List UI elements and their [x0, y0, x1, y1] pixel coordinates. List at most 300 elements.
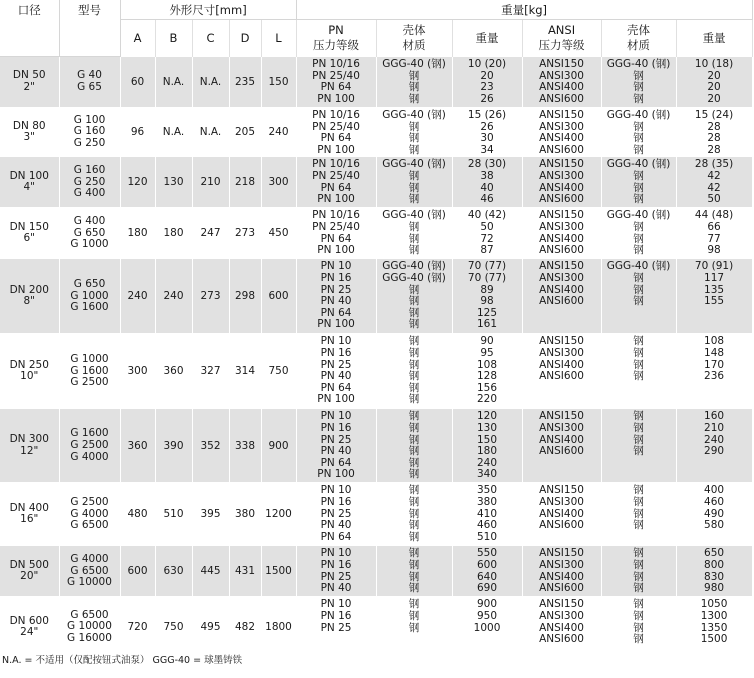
cell-size	[0, 597, 59, 657]
cell-pn-weight-line: 70 (77)	[467, 260, 507, 273]
cell-pn-material-line: 钢	[408, 456, 420, 469]
cell-pn-weight-line: 30	[480, 132, 494, 145]
cell-ansi-material-line: 钢	[633, 598, 644, 611]
cell-model-line: G 400	[73, 214, 106, 227]
cell-ansi-weight-line: 15 (24)	[694, 109, 734, 121]
cell-c: 395	[192, 483, 229, 546]
cell-pn-weight-line: 340	[477, 468, 498, 481]
cell-ansi-material-line: 钢	[633, 633, 644, 646]
cell-pn-weight-line: 95	[480, 346, 494, 359]
footnote: N.A. = 不适用（仅配按钮式油泵） GGG-40 = 球墨铸铁	[2, 655, 243, 666]
size-inch: 20"	[20, 570, 39, 583]
cell-pn-line: PN 40	[320, 519, 352, 532]
cell-pn-material-line: 钢	[408, 295, 420, 308]
cell-pn-line: PN 25/40	[312, 169, 360, 182]
cell-pn-weight-line: 550	[477, 547, 498, 560]
cell-b: 360	[155, 334, 192, 409]
cell-model-line: G 1000	[70, 289, 109, 302]
table-row	[0, 597, 752, 657]
cell-ansi-line: ANSI150	[539, 547, 584, 560]
cell-pn-material-line: 钢	[408, 558, 420, 571]
cell-ansi-line: ANSI150	[539, 109, 584, 121]
cell-pn-weight-line: 15 (26)	[467, 109, 507, 121]
cell-ansi-weight	[676, 334, 752, 409]
cell-pn-material-line: 钢	[408, 69, 420, 82]
cell-ansi-weight-line: 70 (91)	[694, 260, 734, 273]
size-inch: 16"	[20, 513, 39, 526]
cell-l: 1800	[261, 597, 296, 657]
size-dn: DN 200	[9, 283, 49, 296]
cell-b: 390	[155, 409, 192, 483]
cell-pn	[296, 108, 376, 157]
cell-pn	[296, 157, 376, 208]
cell-l: 600	[261, 259, 296, 334]
cell-ansi-line: ANSI150	[539, 58, 584, 70]
cell-ansi-material-line: 钢	[633, 335, 644, 348]
cell-ansi-weight	[676, 208, 752, 259]
cell-ansi-material-line: GGG-40 (钢)	[606, 158, 671, 171]
cell-ansi-weight-line: 50	[707, 193, 721, 206]
cell-pn-material-line: 钢	[408, 232, 420, 245]
cell-pn-material-line: 钢	[408, 132, 420, 145]
table-row	[0, 108, 752, 157]
cell-ansi-weight-line: 20	[707, 92, 721, 105]
cell-pn-material-line: 钢	[408, 421, 420, 434]
cell-pn-material-line: 钢	[408, 181, 420, 194]
cell-ansi-line: ANSI300	[539, 220, 584, 233]
cell-ansi-line: ANSI300	[539, 169, 584, 182]
cell-ansi-material-line: GGG-40 (钢)	[606, 260, 671, 273]
cell-ansi-weight-line: 980	[704, 582, 725, 595]
cell-pn-line: PN 16	[320, 495, 352, 508]
cell-pn	[296, 597, 376, 657]
cell-pn-material	[376, 259, 452, 334]
header-pn-material: 壳体 材质	[376, 20, 452, 57]
cell-ansi-line: ANSI400	[539, 232, 584, 245]
cell-pn-material	[376, 208, 452, 259]
size-inch: 4"	[23, 181, 35, 194]
cell-ansi-line: ANSI400	[539, 433, 584, 446]
cell-model-line: G 160	[73, 125, 106, 138]
cell-ansi-line: ANSI400	[539, 358, 584, 371]
cell-model-line: G 4000	[70, 507, 109, 520]
cell-pn-weight	[452, 483, 522, 546]
cell-pn-line: PN 100	[317, 244, 355, 257]
table-row	[0, 259, 752, 334]
cell-ansi-weight-line: 490	[704, 507, 725, 520]
cell-pn-weight-line: 900	[477, 598, 498, 611]
cell-c: 352	[192, 409, 229, 483]
cell-ansi-weight-line: 580	[704, 519, 725, 532]
cell-ansi-material	[601, 483, 676, 546]
cell-pn-line: PN 16	[320, 609, 352, 622]
cell-pn	[296, 57, 376, 108]
cell-ansi-line: ANSI600	[539, 370, 584, 383]
cell-pn-weight-line: 23	[480, 81, 494, 94]
cell-ansi-weight-line: 160	[704, 410, 725, 423]
cell-pn-weight	[452, 597, 522, 657]
cell-ansi-line: ANSI400	[539, 570, 584, 583]
cell-ansi-material-line: 钢	[633, 445, 644, 458]
cell-pn-weight-line: 34	[480, 143, 494, 156]
cell-pn-line: PN 25/40	[312, 120, 360, 133]
cell-pn-line: PN 10	[320, 260, 352, 273]
cell-ansi-material-line: 钢	[633, 181, 644, 194]
cell-ansi-material-line: 钢	[633, 547, 644, 560]
cell-pn-material	[376, 546, 452, 597]
cell-pn-material-line: 钢	[408, 507, 420, 520]
cell-pn-weight-line: 120	[477, 410, 498, 423]
cell-model-line: G 16000	[67, 631, 112, 644]
cell-ansi-weight-line: 1300	[700, 609, 728, 622]
cell-pn-material-line: 钢	[408, 283, 420, 296]
cell-ansi-line: ANSI150	[539, 410, 584, 423]
cell-pn-weight-line: 460	[477, 519, 498, 532]
cell-model	[59, 409, 120, 483]
cell-size	[0, 157, 59, 208]
cell-ansi-weight	[676, 108, 752, 157]
cell-ansi	[522, 57, 601, 108]
cell-pn-weight-line: 690	[477, 582, 498, 595]
cell-ansi-weight-line: 117	[704, 271, 725, 284]
cell-ansi-weight	[676, 259, 752, 334]
cell-a: 96	[120, 108, 155, 157]
cell-pn-weight-line: 128	[477, 370, 498, 383]
cell-ansi-material-line: 钢	[633, 132, 644, 145]
cell-pn-line: PN 16	[320, 271, 352, 284]
cell-d: 482	[229, 597, 261, 657]
cell-ansi-material-line: GGG-40 (钢)	[606, 209, 671, 222]
cell-model	[59, 259, 120, 334]
cell-c: 210	[192, 157, 229, 208]
cell-a: 480	[120, 483, 155, 546]
cell-ansi-line: ANSI600	[539, 582, 584, 595]
cell-pn-material-line: GGG-40 (钢)	[382, 158, 446, 171]
cell-ansi-material-line: 钢	[633, 193, 644, 206]
cell-c: 327	[192, 334, 229, 409]
cell-ansi	[522, 546, 601, 597]
cell-model-line: G 1600	[70, 427, 109, 440]
cell-model-line: G 10000	[67, 620, 112, 633]
cell-ansi-line: ANSI300	[539, 346, 584, 359]
cell-pn-material-line: 钢	[408, 120, 420, 133]
cell-pn-line: PN 100	[317, 92, 355, 105]
cell-ansi-material-line: 钢	[633, 358, 644, 371]
cell-d: 380	[229, 483, 261, 546]
cell-pn-weight-line: 950	[477, 609, 498, 622]
cell-pn-material-line: 钢	[408, 519, 420, 532]
cell-pn-line: PN 64	[320, 132, 352, 145]
cell-ansi-material-line: 钢	[633, 495, 644, 508]
cell-pn-weight-line: 98	[480, 295, 494, 308]
table-body	[0, 57, 752, 657]
cell-size	[0, 334, 59, 409]
cell-ansi-material-line: 钢	[633, 410, 644, 423]
cell-l: 240	[261, 108, 296, 157]
size-dn: DN 50	[12, 69, 46, 82]
cell-b: 130	[155, 157, 192, 208]
cell-ansi	[522, 208, 601, 259]
cell-pn-weight	[452, 546, 522, 597]
cell-pn-line: PN 25	[320, 283, 352, 296]
cell-pn-weight-line: 640	[477, 570, 498, 583]
cell-ansi-weight-line: 10 (18)	[694, 58, 734, 70]
cell-pn-material-line: 钢	[408, 495, 420, 508]
cell-pn-material-line: 钢	[408, 143, 420, 156]
cell-pn-line: PN 64	[320, 530, 352, 543]
cell-ansi-material	[601, 409, 676, 483]
cell-ansi-weight-line: 98	[707, 244, 721, 257]
cell-ansi-line: ANSI150	[539, 484, 584, 497]
cell-ansi-line: ANSI600	[539, 445, 584, 458]
header-b: B	[155, 20, 192, 57]
size-dn: DN 400	[9, 501, 49, 514]
cell-pn-material	[376, 57, 452, 108]
header-dimensions: 外形尺寸[mm]	[120, 0, 296, 20]
header-ansi-material: 壳体 材质	[601, 20, 676, 57]
cell-pn-weight-line: 220	[477, 393, 498, 406]
cell-pn-line: PN 25	[320, 621, 352, 634]
cell-ansi-weight-line: 155	[704, 295, 725, 308]
cell-ansi-line: ANSI600	[539, 244, 584, 257]
cell-pn-line: PN 100	[317, 393, 355, 406]
cell-pn-material-line: 钢	[408, 381, 420, 394]
cell-ansi-weight-line: 42	[707, 169, 721, 182]
cell-pn-weight-line: 510	[477, 530, 498, 543]
cell-ansi-weight	[676, 157, 752, 208]
cell-ansi-material-line: 钢	[633, 120, 644, 133]
cell-l: 150	[261, 57, 296, 108]
cell-ansi-material-line: 钢	[633, 582, 644, 595]
cell-ansi-material-line: 钢	[633, 283, 644, 296]
cell-ansi-material-line: 钢	[633, 570, 644, 583]
cell-ansi-weight-line: 460	[704, 495, 725, 508]
cell-ansi-line: ANSI150	[539, 209, 584, 222]
cell-ansi	[522, 108, 601, 157]
cell-ansi-weight-line: 42	[707, 181, 721, 194]
cell-pn-material-line: 钢	[408, 582, 420, 595]
cell-ansi-material-line: 钢	[633, 370, 644, 383]
cell-model-line: G 1000	[70, 352, 109, 365]
cell-ansi-weight-line: 28 (35)	[694, 158, 734, 171]
cell-ansi-material-line: 钢	[633, 143, 644, 156]
cell-model-line: G 1600	[70, 301, 109, 314]
cell-l: 750	[261, 334, 296, 409]
cell-model-line: G 650	[73, 277, 106, 290]
cell-ansi-weight-line: 148	[704, 346, 725, 359]
cell-ansi-material-line: 钢	[633, 169, 644, 182]
cell-pn-line: PN 64	[320, 81, 352, 94]
cell-ansi-weight-line: 28	[707, 143, 721, 156]
cell-model-line: G 4000	[70, 450, 109, 463]
cell-pn-weight	[452, 259, 522, 334]
cell-ansi-material-line: 钢	[633, 507, 644, 520]
cell-pn-line: PN 10/16	[312, 109, 360, 121]
cell-ansi	[522, 409, 601, 483]
cell-ansi-weight-line: 28	[707, 120, 721, 133]
cell-ansi-weight	[676, 546, 752, 597]
cell-model-line: G 1600	[70, 364, 109, 377]
cell-ansi-material-line: 钢	[633, 558, 644, 571]
cell-ansi-material	[601, 334, 676, 409]
cell-model-line: G 650	[73, 226, 106, 239]
cell-l: 1500	[261, 546, 296, 597]
header-ansi: ANSI 压力等级	[522, 20, 601, 57]
cell-ansi-line: ANSI300	[539, 271, 584, 284]
cell-pn-weight	[452, 108, 522, 157]
cell-pn-line: PN 25	[320, 570, 352, 583]
cell-pn-material-line: GGG-40 (钢)	[382, 260, 446, 273]
size-inch: 6"	[23, 232, 35, 245]
table-row	[0, 57, 752, 108]
cell-ansi-material-line: 钢	[633, 220, 644, 233]
cell-ansi-line: ANSI400	[539, 81, 584, 94]
cell-ansi-weight-line: 800	[704, 558, 725, 571]
cell-ansi-line: ANSI400	[539, 283, 584, 296]
cell-pn-line: PN 40	[320, 370, 352, 383]
cell-pn-line: PN 25	[320, 507, 352, 520]
size-inch: 12"	[20, 444, 39, 457]
cell-pn-material-line: 钢	[408, 92, 420, 105]
cell-pn-line: PN 64	[320, 381, 352, 394]
cell-pn-material-line: 钢	[408, 193, 420, 206]
cell-pn-material	[376, 483, 452, 546]
cell-d: 218	[229, 157, 261, 208]
cell-pn-material-line: 钢	[408, 445, 420, 458]
cell-ansi-material	[601, 259, 676, 334]
cell-ansi-line: ANSI400	[539, 507, 584, 520]
cell-pn-weight	[452, 334, 522, 409]
cell-ansi-material-line: 钢	[633, 69, 644, 82]
cell-pn-material-line: 钢	[408, 358, 420, 371]
cell-b: 180	[155, 208, 192, 259]
cell-ansi-material	[601, 157, 676, 208]
cell-model-line: G 160	[73, 163, 106, 176]
cell-model	[59, 57, 120, 108]
table-row	[0, 483, 752, 546]
cell-ansi-line: ANSI600	[539, 92, 584, 105]
cell-c: 495	[192, 597, 229, 657]
cell-model-line: G 250	[73, 175, 106, 188]
cell-ansi-line: ANSI150	[539, 260, 584, 273]
header-ansi-weight: 重量	[676, 20, 752, 57]
cell-pn-weight-line: 26	[480, 120, 494, 133]
cell-a: 720	[120, 597, 155, 657]
cell-ansi-material-line: 钢	[633, 244, 644, 257]
cell-model-line: G 2500	[70, 376, 109, 389]
header-a: A	[120, 20, 155, 57]
cell-model-line: G 40	[77, 69, 102, 82]
cell-ansi-material-line: 钢	[633, 519, 644, 532]
cell-pn-line: PN 40	[320, 295, 352, 308]
cell-pn-weight-line: 150	[477, 433, 498, 446]
cell-model-line: G 65	[77, 81, 102, 93]
cell-pn-material-line: 钢	[408, 484, 420, 497]
header-model: 型号	[59, 0, 120, 57]
cell-pn-line: PN 10	[320, 410, 352, 423]
cell-pn-line: PN 100	[317, 193, 355, 206]
table-row	[0, 334, 752, 409]
cell-ansi-line: ANSI600	[539, 295, 584, 308]
cell-ansi-material-line: 钢	[633, 232, 644, 245]
cell-model	[59, 108, 120, 157]
cell-size	[0, 546, 59, 597]
cell-size	[0, 259, 59, 334]
cell-pn-weight	[452, 157, 522, 208]
cell-pn-material-line: GGG-40 (钢)	[382, 58, 446, 70]
cell-ansi-material-line: 钢	[633, 621, 644, 634]
size-dn: DN 500	[9, 558, 49, 571]
size-dn: DN 600	[9, 614, 49, 627]
cell-pn-material-line: 钢	[408, 621, 420, 634]
cell-model-line: G 10000	[67, 576, 112, 589]
cell-pn-line: PN 64	[320, 232, 352, 245]
cell-pn-line: PN 10	[320, 484, 352, 497]
cell-pn	[296, 259, 376, 334]
size-dn: DN 150	[9, 220, 49, 233]
cell-pn-weight-line: 125	[477, 306, 498, 319]
cell-ansi-weight-line: 108	[704, 335, 725, 348]
cell-model	[59, 483, 120, 546]
cell-pn-weight	[452, 409, 522, 483]
cell-model-line: G 6500	[70, 564, 109, 577]
cell-pn-weight-line: 350	[477, 484, 498, 497]
size-dn: DN 80	[12, 119, 46, 132]
cell-d: 314	[229, 334, 261, 409]
cell-pn-material	[376, 334, 452, 409]
cell-ansi-weight-line: 650	[704, 547, 725, 560]
cell-pn-line: PN 10/16	[312, 209, 360, 222]
table-row	[0, 157, 752, 208]
cell-a: 360	[120, 409, 155, 483]
size-inch: 2"	[23, 81, 35, 93]
cell-ansi-weight-line: 135	[704, 283, 725, 296]
cell-ansi-weight-line: 290	[704, 445, 725, 458]
cell-pn-material	[376, 157, 452, 208]
cell-pn-line: PN 64	[320, 456, 352, 469]
cell-pn-weight-line: 38	[480, 169, 494, 182]
table-row	[0, 546, 752, 597]
cell-pn-line: PN 16	[320, 346, 352, 359]
cell-pn-material-line: 钢	[408, 346, 420, 359]
cell-ansi-weight	[676, 483, 752, 546]
cell-b: N.A.	[155, 108, 192, 157]
cell-ansi-material-line: 钢	[633, 609, 644, 622]
cell-model-line: G 400	[73, 187, 106, 200]
cell-ansi-weight-line: 236	[704, 370, 725, 383]
cell-pn-line: PN 40	[320, 445, 352, 458]
cell-pn	[296, 483, 376, 546]
cell-pn-weight-line: 50	[480, 220, 494, 233]
cell-ansi-line: ANSI300	[539, 558, 584, 571]
cell-ansi-line: ANSI400	[539, 181, 584, 194]
header-c: C	[192, 20, 229, 57]
cell-pn-material	[376, 597, 452, 657]
cell-ansi-material-line: 钢	[633, 271, 644, 284]
cell-c: 445	[192, 546, 229, 597]
cell-pn-line: PN 10	[320, 547, 352, 560]
cell-pn	[296, 208, 376, 259]
cell-ansi-material	[601, 597, 676, 657]
cell-ansi-line: ANSI300	[539, 495, 584, 508]
cell-ansi-material-line: 钢	[633, 484, 644, 497]
cell-pn-material-line: GGG-40 (钢)	[382, 109, 446, 121]
cell-pn-weight-line: 180	[477, 445, 498, 458]
cell-ansi-material-line: GGG-40 (钢)	[606, 58, 671, 70]
cell-pn-line: PN 10	[320, 335, 352, 348]
cell-pn-material-line: GGG-40 (钢)	[382, 209, 446, 222]
cell-pn-material-line: 钢	[408, 410, 420, 423]
